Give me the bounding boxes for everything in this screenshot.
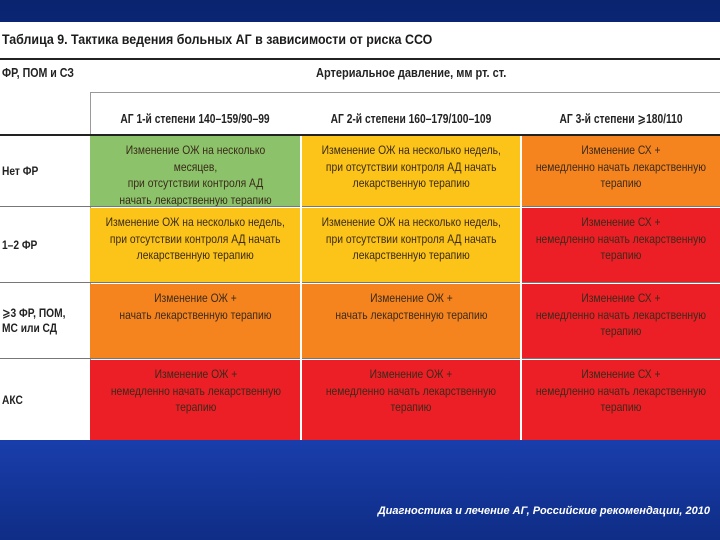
row-label: АКС [2, 392, 23, 407]
group-header: Артериальное давление, мм рт. ст. [316, 66, 507, 80]
table-cell: Изменение ОЖ на несколько недель, при отсутствии контроля АД начать лекарственную терапию [301, 208, 521, 282]
table-cell: Изменение СХ + немедленно начать лекарственную терапию [521, 136, 720, 206]
cell-gap [520, 136, 522, 440]
table-cell: Изменение СХ + немедленно начать лекарственную терапию [521, 208, 720, 282]
row-label: ⩾3 ФР, ПОМ, МС или СД [2, 306, 66, 335]
table-cell: Изменение СХ + немедленно начать лекарственную терапию [521, 284, 720, 358]
row-label: 1–2 ФР [2, 237, 38, 252]
table-cell: Изменение ОЖ + немедленно начать лекарственную терапию [301, 360, 521, 440]
cell-gap [300, 136, 302, 440]
table-cell: Изменение ОЖ на несколько месяцев, при отсутствии контроля АД начать лекарственную терапию [90, 136, 301, 206]
column-header-grade2: АГ 2-й степени 160–179/100–109 [330, 112, 492, 126]
table-cell: Изменение ОЖ + начать лекарственную терапию [301, 284, 521, 358]
footer-citation: Диагностика и лечение АГ, Российские рекомендации, 2010 [377, 505, 710, 517]
table-cell: Изменение СХ + немедленно начать лекарственную терапию [521, 360, 720, 440]
row-divider [0, 206, 720, 207]
table-title: Таблица 9. Тактика ведения больных АГ в зависимости от риска ССО [2, 32, 433, 47]
slide [0, 22, 720, 440]
title-rule [0, 58, 720, 60]
column-header-grade3: АГ 3-й степени ⩾180/110 [559, 112, 683, 126]
row-divider [0, 358, 720, 359]
row-header: ФР, ПОМ и СЗ [2, 66, 74, 80]
table-cell: Изменение ОЖ + немедленно начать лекарственную терапию [90, 360, 301, 440]
row-divider [0, 282, 720, 283]
column-header-grade1: АГ 1-й степени 140–159/90–99 [120, 112, 270, 126]
table-cell: Изменение ОЖ на несколько недель, при отсутствии контроля АД начать лекарственную терапию [90, 208, 301, 282]
row-label: Нет ФР [2, 163, 39, 178]
table-cell: Изменение ОЖ + начать лекарственную терапию [90, 284, 301, 358]
group-header-divider [90, 92, 720, 93]
table-cell: Изменение ОЖ на несколько недель, при отсутствии контроля АД начать лекарственную терапию [301, 136, 521, 206]
